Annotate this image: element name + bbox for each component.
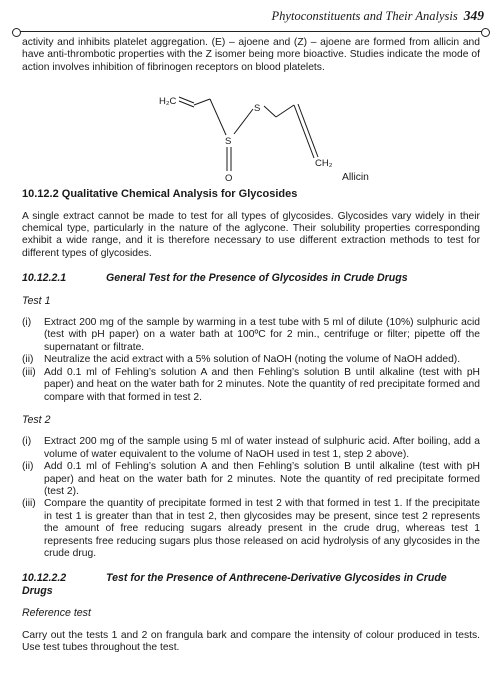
right-group-label: CH₂ [315, 158, 333, 170]
test2-label: Test 2 [22, 413, 51, 426]
subsection-title-10-12-2-1 [22, 272, 480, 284]
list-item-text: Neutralize the acid extract with a 5% solution of NaOH (noting the volume of NaOH added). [44, 354, 461, 366]
allicin-structure-diagram [22, 78, 480, 182]
running-title: Phytoconstituents and Their Analysis [271, 9, 458, 23]
structure-caption: Allicin [342, 172, 369, 183]
list-marker: (ii) [22, 461, 34, 473]
subsection-title-10-12-2-2 [22, 572, 480, 597]
list-item [22, 354, 480, 366]
list-item [22, 461, 480, 498]
subsection-heading: General Test for the Presence of Glycosides in Crude Drugs [106, 272, 408, 285]
list-item-text: Compare the quantity of precipitate formed in test 2 with that formed in test 1. If the precipitate in test 1 is greater than that in test 2, then glycosides may be present, since test 2 represents the amount of free reducing sugars already present in the crude drug, whereas test 1 represents free reducing sugars plus those released on acid hydrolysis of any glycosides in the crude drug. [44, 498, 480, 559]
list-item-text: Add 0.1 ml of Fehling’s solution A and then Fehling’s solution B until alkaline (test with pH paper) and heat on the water bath for 2 minutes. Note the quantity of red precipitate formed (test 2). [44, 461, 480, 497]
subsection-number: 10.12.2.2 [22, 572, 67, 585]
list-item [22, 436, 480, 461]
left-group-label: H₂C [159, 96, 177, 108]
reference-test-label: Reference test [22, 607, 91, 620]
list-marker: (iii) [22, 498, 36, 510]
subsection-number: 10.12.2.1 [22, 272, 67, 285]
header-rule [14, 31, 488, 32]
list-marker: (i) [22, 436, 32, 448]
sulfur-atom-2: S [254, 103, 261, 115]
section-title-10-12-2: 10.12.2 Qualitative Chemical Analysis for Glycosides [22, 188, 298, 201]
list-item [22, 367, 480, 404]
sulfur-atom-1: S [225, 136, 232, 148]
test1-steps [22, 317, 480, 404]
page-content [22, 37, 480, 654]
list-item-text: Add 0.1 ml of Fehling’s solution A and then Fehling’s solution B until alkaline (test with pH paper) and heat on the water bath for 2 minutes. Note the quantity of red precipitate formed and compare with that formed in test 2. [44, 366, 480, 403]
running-header [22, 8, 484, 30]
list-item-text: Extract 200 mg of the sample using 5 ml of water instead of sulphuric acid. After boiling, add a volume of water equivalent to the volume of NaOH used in test 1, step 2 above). [44, 436, 480, 460]
test2-steps [22, 436, 480, 560]
list-marker: (i) [22, 317, 32, 329]
intro-paragraph: activity and inhibits platelet aggregation. (E) – ajoene and (Z) – ajoene are formed from allicin and have anti-thrombotic properties with the Z isomer being more bioactive. Studies indicate the mode of action involves inhibition of fibrinogen receptors on blood platelets. [22, 37, 480, 73]
subsection-heading: Test for the Presence of Anthrecene-Derivative Glycosides in Crude Drugs [22, 572, 447, 597]
list-item [22, 317, 480, 354]
list-item-text: Extract 200 mg of the sample by warming in a test tube with 5 ml of dilute (10%) sulphuric acid (test with pH paper) on a water bath at 100ºC for 2 min., centrifuge or filter; pipette off the supernatant or filtrate. [44, 317, 480, 353]
section-10-12-2-paragraph: A single extract cannot be made to test for all types of glycosides. Glycosides vary widely in their chemical type, particularly in the nature of the aglycone. Their solubility properties corresponding exhibit a wide range, and it is therefore necessary to use different extraction methods to test for different types of glycosides. [22, 210, 480, 259]
list-marker: (iii) [22, 366, 36, 378]
reference-test-paragraph: Carry out the tests 1 and 2 on frangula bark and compare the intensity of colour produced in tests. Use test tubes throughout the test. [22, 629, 480, 653]
oxygen-atom: O [225, 173, 233, 183]
list-marker: (ii) [22, 354, 34, 366]
list-item [22, 498, 480, 560]
structure-bonds [179, 97, 318, 171]
test1-label: Test 1 [22, 294, 51, 307]
page-number: 349 [463, 8, 484, 23]
allicin-structure [22, 78, 480, 182]
